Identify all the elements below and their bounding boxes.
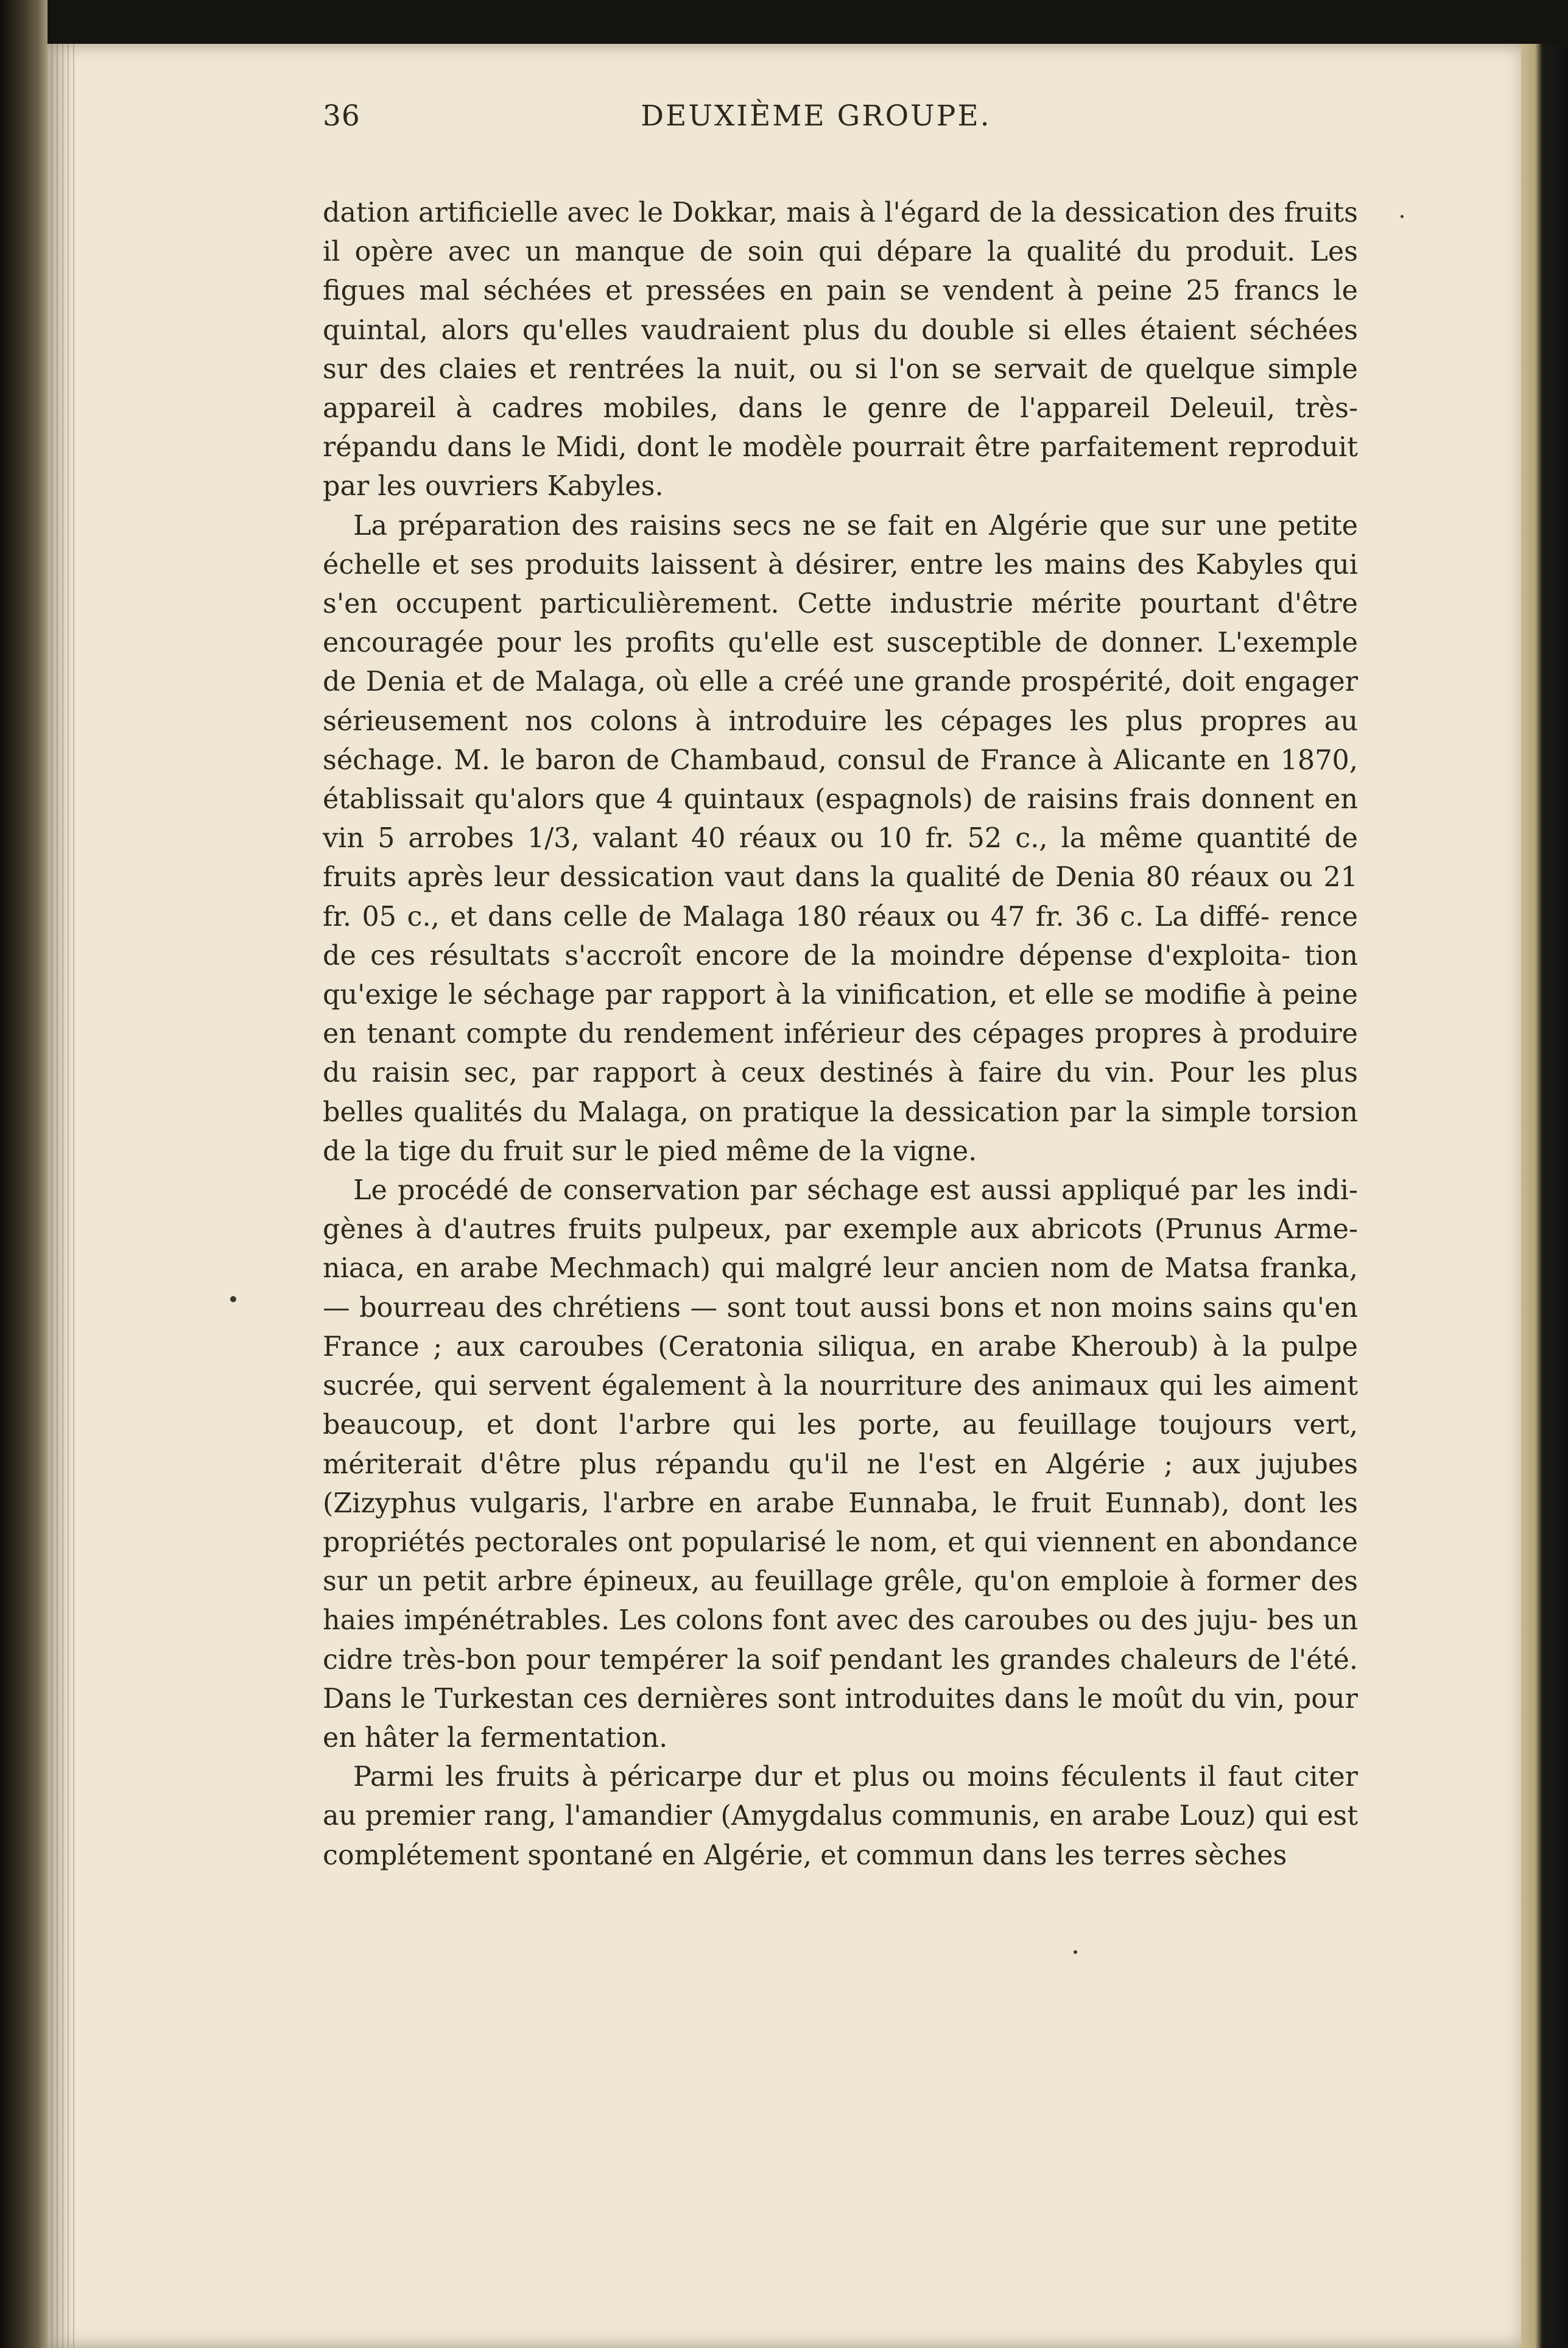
text-line: sur un petit arbre épineux, au feuillage grêle, qu'on emploie à former xyxy=(323,1566,1311,1598)
print-speck xyxy=(230,1296,236,1302)
text-line: ouvriers Kabyles. xyxy=(424,471,664,502)
text-line: gènes à d'autres fruits pulpeux, par exemple aux abricots (Prunus Arme- xyxy=(323,1214,1358,1246)
text-line: peine en tenant compte du rendement inférieur des cépages propres à xyxy=(323,979,1358,1050)
print-speck xyxy=(1074,1950,1077,1954)
text-line: sur des claies et rentrées la nuit, ou si l'on se servait de quelque simple xyxy=(323,353,1358,385)
text-line: le quintal, alors qu'elles vaudraient plus du double si elles étaient séchées xyxy=(323,275,1358,346)
text-line: aiment beaucoup, et dont l'arbre qui les porte, au feuillage toujours vert, xyxy=(323,1370,1358,1441)
text-line: vin 5 arrobes 1/3, valant 40 réaux ou 10 fr. 52 c., la même quantité de xyxy=(323,823,1358,855)
text-line: Les figues mal séchées et pressées en pain se vendent à peine 25 francs xyxy=(323,236,1358,307)
text-line: au premier rang, l'amandier (Amygdalus communis, en arabe Louz) qui xyxy=(323,1800,1317,1832)
text-line: bes un cidre très-bon pour tempérer la soif pendant les grandes chaleurs xyxy=(323,1605,1358,1676)
page-header xyxy=(274,99,1358,148)
text-line: sérieusement nos colons à introduire les cépages les plus propres au xyxy=(323,705,1358,737)
text-line: produire du raisin sec, par rapport à ceux destinés à faire du vin. Pour xyxy=(323,1018,1358,1089)
running-title: DEUXIÈME GROUPE. xyxy=(641,99,991,133)
next-page-edge xyxy=(1521,44,1568,2348)
text-line: (Zizyphus vulgaris, l'arbre en arabe Eunnaba, le fruit Eunnab), dont les xyxy=(323,1487,1358,1519)
text-line: du vin, pour en hâter la fermentation. xyxy=(323,1683,1358,1754)
text-line: 21 fr. 05 c., et dans celle de Malaga 180 réaux ou 47 fr. 36 c. La diffé- xyxy=(323,862,1358,933)
text-line: propriétés pectorales ont popularisé le nom, et qui viennent en abondance xyxy=(323,1526,1358,1558)
text-line: Le procédé de conservation par séchage est aussi appliqué par les indi- xyxy=(353,1175,1358,1207)
text-line: Parmi les fruits à péricarpe dur et plus ou moins féculents il faut citer xyxy=(353,1761,1358,1793)
text-line: fruits après leur dessication vaut dans la qualité de Denia 80 réaux ou xyxy=(323,862,1324,894)
text-line: qu'en France ; aux caroubes (Ceratonia siliqua, en arabe Kheroub) à la xyxy=(323,1292,1358,1363)
text-line: les plus belles qualités du Malaga, on pratique la dessication par la simple xyxy=(323,1057,1358,1128)
text-line: s'en occupent particulièrement. Cette industrie mérite pourtant d'être xyxy=(323,588,1358,620)
text-line: — bourreau des chrétiens — sont tout aussi bons et non moins sains xyxy=(323,1292,1282,1324)
paragraph xyxy=(323,1171,1358,1758)
body-text xyxy=(323,194,1358,1875)
text-line: mériterait d'être plus répandu qu'il ne l'est en Algérie ; aux jujubes xyxy=(323,1448,1358,1480)
page-number: 36 xyxy=(323,99,360,133)
text-line: de Denia et de Malaga, où elle a créé une grande prospérité, doit engager xyxy=(323,666,1358,698)
text-line: fruits il opère avec un manque de soin qui dépare la qualité du produit. xyxy=(323,197,1358,268)
text-line: La préparation des raisins secs ne se fait en Algérie que sur une petite xyxy=(353,510,1358,541)
print-speck xyxy=(1401,215,1404,218)
text-line: pulpe sucrée, qui servent également à la nourriture des animaux qui les xyxy=(323,1331,1358,1402)
text-line: dans le Midi, dont le modèle pourrait être parfaitement reproduit par les xyxy=(323,432,1358,502)
text-line: des haies impénétrables. Les colons font avec des caroubes ou des juju- xyxy=(323,1566,1358,1637)
text-line: de l'été. Dans le Turkestan ces dernières sont introduites dans le moût xyxy=(323,1644,1358,1715)
book-binding-edge xyxy=(0,0,47,2348)
text-line: est complétement spontané en Algérie, et commun dans les terres sèches xyxy=(323,1800,1358,1871)
text-line: dation artificielle avec le Dokkar, mais à l'égard de la dessication des xyxy=(323,197,1284,228)
text-line: niaca, en arabe Mechmach) qui malgré leur ancien nom de Matsa franka, xyxy=(323,1253,1358,1285)
text-line: échelle et ses produits laissent à désirer, entre les mains des Kabyles qui xyxy=(323,549,1358,580)
text-line: établissait qu'alors que 4 quintaux (espagnols) de raisins frais donnent en xyxy=(323,784,1358,816)
text-line: séchage. M. le baron de Chambaud, consul de France à Alicante en 1870, xyxy=(323,744,1358,776)
text-line: encouragée pour les profits qu'elle est susceptible de donner. L'exemple xyxy=(323,627,1358,659)
paragraph xyxy=(323,194,1358,507)
text-line: rence de ces résultats s'accroît encore de la moindre dépense d'exploita- xyxy=(323,901,1358,971)
text-line: appareil à cadres mobiles, dans le genre de l'appareil Deleuil, très-répandu xyxy=(323,393,1358,464)
spine-gutter xyxy=(51,44,76,2348)
paragraph xyxy=(323,1758,1358,1875)
text-line: torsion de la tige du fruit sur le pied même de la vigne. xyxy=(323,1096,1358,1167)
paragraph xyxy=(323,507,1358,1171)
text-line: tion qu'exige le séchage par rapport à la vinification, et elle se modifie à xyxy=(323,940,1358,1011)
